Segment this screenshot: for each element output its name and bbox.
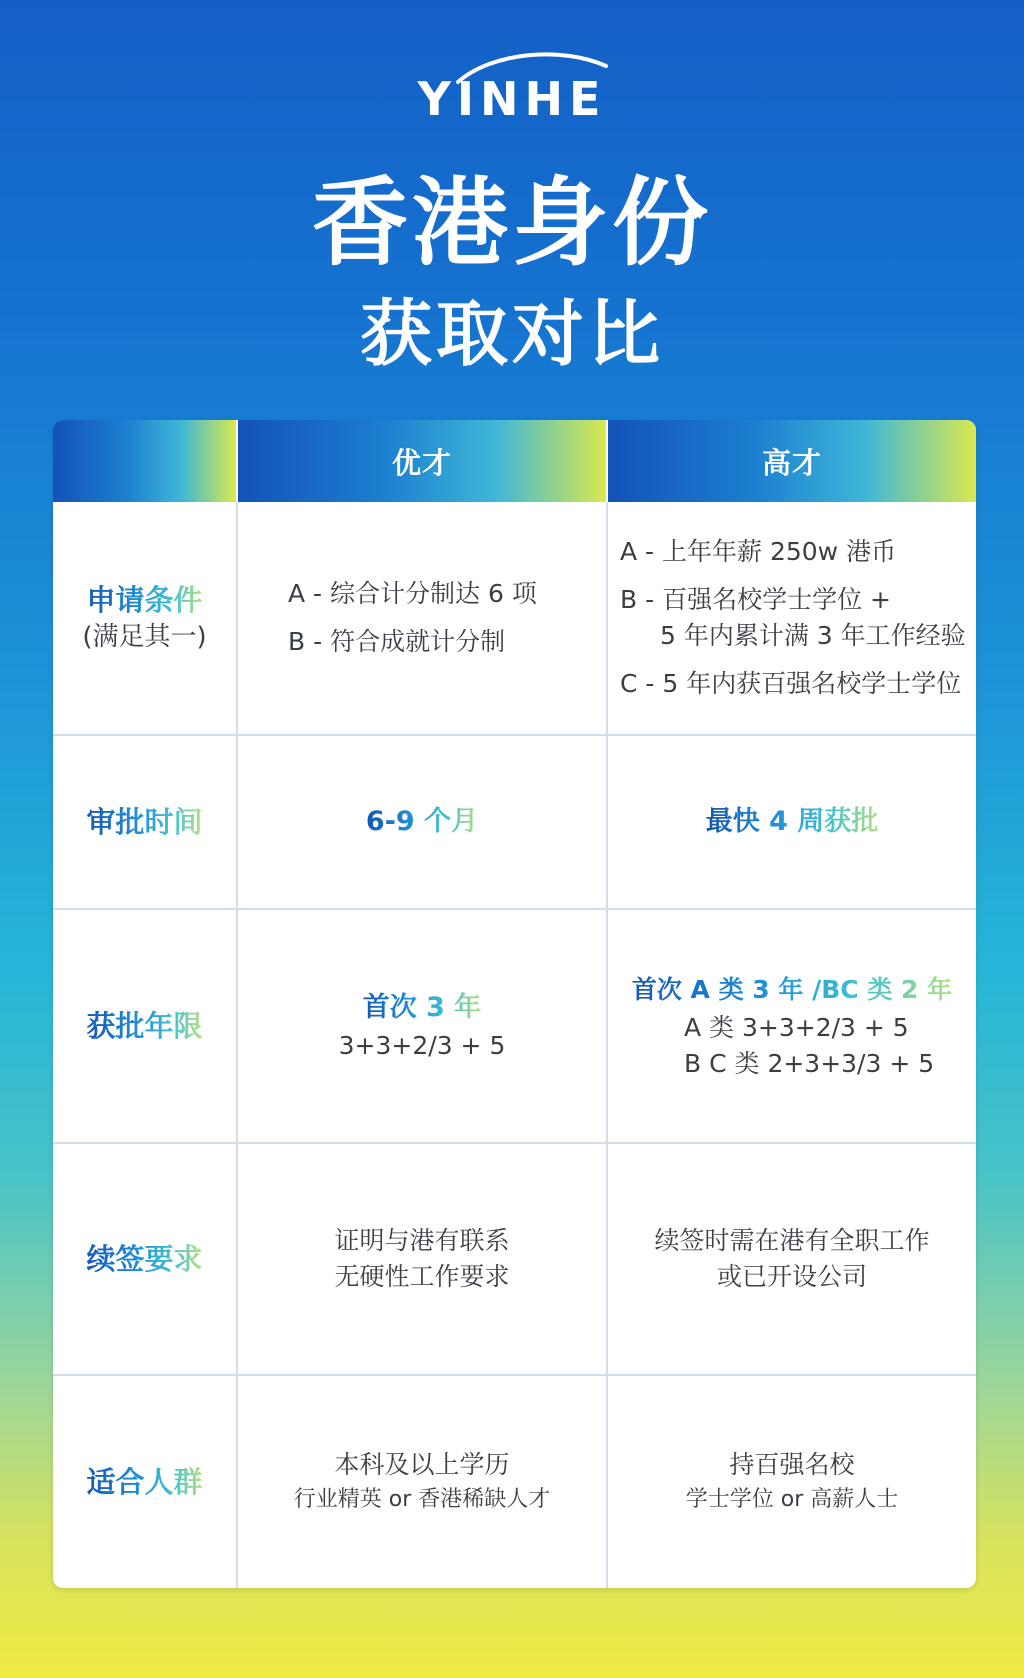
target-line: 行业精英 or 香港稀缺人才 xyxy=(293,1487,551,1512)
condition-line: C - 5 年内获百强名校学士学位 xyxy=(620,669,962,698)
gaocai-approval xyxy=(608,736,976,908)
row-label-text: 审批时间 xyxy=(86,805,203,839)
renewal-line: 或已开设公司 xyxy=(716,1262,867,1291)
years-line: 3+3+2/3 + 5 xyxy=(338,1031,506,1060)
row-label-target-group xyxy=(53,1376,236,1588)
condition-line: 5 年内累计满 3 年工作经验 xyxy=(660,621,966,650)
youcai-target xyxy=(238,1376,606,1588)
years-line: A 类 3+3+2/3 + 5 xyxy=(684,1013,909,1042)
youcai-renewal-cell xyxy=(238,1144,608,1374)
target-line: 学士学位 or 高薪人士 xyxy=(685,1487,899,1512)
renewal-line: 证明与港有联系 xyxy=(334,1226,510,1255)
page-title: 香港身份 xyxy=(312,167,712,279)
table-row xyxy=(53,1376,976,1588)
logo-text: YINHE xyxy=(417,72,607,126)
table-header-row xyxy=(53,420,976,502)
gaocai-target-cell xyxy=(608,1376,976,1588)
gaocai-target xyxy=(608,1376,976,1588)
row-label-approval-time xyxy=(53,736,236,908)
header-gaocai-label: 高才 xyxy=(761,445,822,480)
row-label-text: 申请条件 xyxy=(86,583,203,617)
gaocai-renewal xyxy=(608,1144,976,1374)
row-label-text: 续签要求 xyxy=(86,1242,203,1276)
row-label-cell xyxy=(53,502,238,734)
table-row xyxy=(53,502,976,736)
gaocai-years xyxy=(608,910,976,1142)
youcai-conditions xyxy=(238,502,606,734)
row-label-cell xyxy=(53,1144,238,1374)
youcai-years xyxy=(238,910,606,1142)
highlight-text: 首次 A 类 3 年 /BC 类 2 年 xyxy=(632,970,952,1010)
youcai-approval-cell xyxy=(238,736,608,908)
page-subtitle: 获取对比 xyxy=(359,292,664,376)
row-label-approval-years xyxy=(53,910,236,1142)
table-row xyxy=(53,1144,976,1376)
header-youcai xyxy=(238,420,608,502)
youcai-years-cell xyxy=(238,910,608,1142)
renewal-line: 续签时需在港有全职工作 xyxy=(654,1226,930,1255)
table-row xyxy=(53,910,976,1144)
row-sublabel-text: (满足其一) xyxy=(82,622,207,652)
brand-logo xyxy=(0,48,1024,128)
youcai-conditions-cell xyxy=(238,502,608,734)
highlight-text: 6-9 个月 xyxy=(366,802,478,842)
highlight-text: 最快 4 周获批 xyxy=(706,802,879,842)
youcai-target-cell xyxy=(238,1376,608,1588)
header-corner-label xyxy=(53,420,236,502)
table-row xyxy=(53,736,976,910)
row-label-conditions xyxy=(53,502,236,734)
youcai-approval xyxy=(238,736,606,908)
condition-line: A - 上年年薪 250w 港币 xyxy=(620,537,897,566)
highlight-text: 首次 3 年 xyxy=(363,988,482,1028)
gaocai-conditions xyxy=(608,502,976,734)
header-gaocai xyxy=(608,420,976,502)
gaocai-years-cell xyxy=(608,910,976,1142)
header-youcai-label: 优才 xyxy=(391,445,452,480)
row-label-cell xyxy=(53,910,238,1142)
comparison-table xyxy=(53,420,976,1588)
condition-line: B - 符合成就计分制 xyxy=(288,627,506,656)
gaocai-conditions-cell xyxy=(608,502,976,734)
gaocai-renewal-cell xyxy=(608,1144,976,1374)
row-label-cell xyxy=(53,736,238,908)
logo-mark xyxy=(412,48,612,128)
target-line: 持百强名校 xyxy=(729,1450,855,1479)
youcai-renewal xyxy=(238,1144,606,1374)
row-label-text: 适合人群 xyxy=(86,1465,203,1499)
renewal-line: 无硬性工作要求 xyxy=(334,1262,510,1291)
row-label-cell xyxy=(53,1376,238,1588)
gaocai-approval-cell xyxy=(608,736,976,908)
years-line: B C 类 2+3+3/3 + 5 xyxy=(684,1049,935,1078)
condition-line: B - 百强名校学士学位 + xyxy=(620,585,891,614)
row-label-text: 获批年限 xyxy=(86,1009,203,1043)
row-label-renewal xyxy=(53,1144,236,1374)
header-corner-cell xyxy=(53,420,238,502)
condition-line: A - 综合计分制达 6 项 xyxy=(288,579,537,608)
target-line: 本科及以上学历 xyxy=(334,1450,510,1479)
